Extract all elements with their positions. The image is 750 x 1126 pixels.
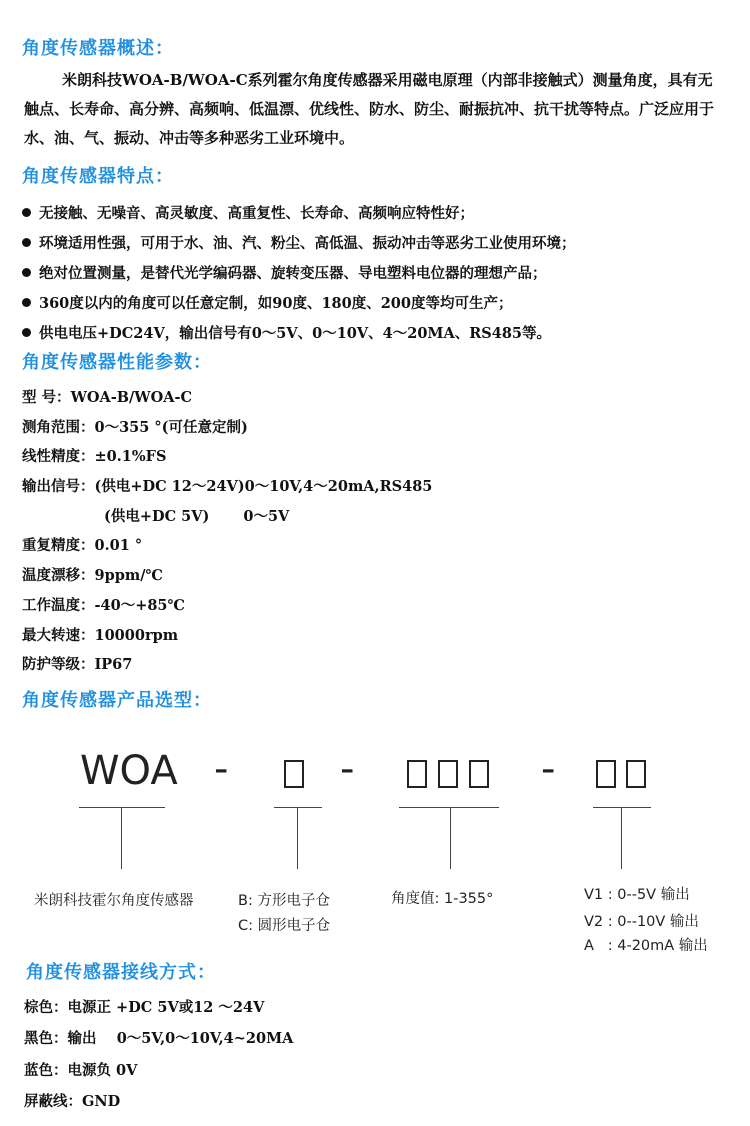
wire-black: 黑色：输出 0～5V,0～10V,4~20MA: [24, 1030, 294, 1048]
bullet-icon: [22, 268, 31, 277]
housing-option-c: C: 圆形电子仓: [238, 918, 331, 934]
bullet-icon: [22, 298, 31, 307]
wiring-heading: 角度传感器接线方式：: [26, 962, 216, 983]
bullet-icon: [22, 238, 31, 247]
spec-model: 型 号：WOA-B/WOA-C: [22, 389, 193, 406]
spec-output: 输出信号：(供电+DC 12～24V)0～10V,4～20mA,RS485: [22, 478, 433, 496]
spec-protection: 防护等级：IP67: [22, 656, 133, 674]
angle-code-box: [407, 760, 427, 788]
bullet-icon: [22, 208, 31, 217]
connector-line: [274, 807, 322, 808]
spec-temperature: 工作温度：-40～+85℃: [22, 596, 185, 614]
angle-code-box: [469, 760, 489, 788]
output-code-box: [626, 760, 646, 788]
angle-description: 角度值: 1-355°: [391, 891, 494, 907]
feature-item: 环境适用性强，可用于水、油、汽、粉尘、高低温、振动冲击等恶劣工业使用环境；: [22, 229, 576, 259]
output-option-v1: V1 : 0--5V 输出: [584, 887, 690, 903]
connector-line: [450, 807, 451, 869]
model-description: 米朗科技霍尔角度传感器: [34, 893, 194, 909]
model-code: WOA: [80, 748, 178, 794]
spec-repeatability: 重复精度：0.01 °: [22, 537, 143, 555]
feature-item: 绝对位置测量，是替代光学编码器、旋转变压器、导电塑料电位器的理想产品；: [22, 259, 576, 289]
wire-blue: 蓝色：电源负 0V: [24, 1061, 138, 1079]
specs-heading: 角度传感器性能参数：: [22, 352, 212, 373]
features-list: [22, 199, 576, 349]
spec-output-sub: (供电+DC 5V) 0～5V: [104, 507, 290, 525]
feature-item: 供电电压+DC24V，输出信号有0～5V、0～10V、4～20MA、RS485等。: [22, 319, 576, 349]
output-code-box: [596, 760, 616, 788]
spec-speed: 最大转速：10000rpm: [22, 626, 179, 644]
spec-range: 测角范围：0～355 °(可任意定制): [22, 418, 248, 436]
connector-line: [79, 807, 165, 808]
bullet-icon: [22, 328, 31, 337]
selection-heading: 角度传感器产品选型：: [22, 690, 212, 711]
overview-heading: 角度传感器概述：: [22, 38, 174, 59]
separator-dash: -: [214, 746, 229, 792]
output-option-a: A : 4-20mA 输出: [584, 938, 708, 954]
spec-drift: 温度漂移：9ppm/℃: [22, 567, 163, 585]
housing-option-b: B: 方形电子仓: [238, 893, 330, 909]
connector-line: [593, 807, 651, 808]
specs-list: [22, 383, 432, 680]
overview-paragraph: [24, 66, 724, 153]
feature-item: 无接触、无噪音、高灵敏度、高重复性、长寿命、高频响应特性好；: [22, 199, 576, 229]
output-option-v2: V2 : 0--10V 输出: [584, 914, 699, 930]
wire-brown: 棕色：电源正 +DC 5V或12 ～24V: [24, 999, 265, 1016]
connector-line: [621, 807, 622, 869]
wire-shield: 屏蔽线：GND: [24, 1092, 121, 1110]
spec-linearity: 线性精度：±0.1%FS: [22, 448, 167, 466]
overview-text: 米朗科技WOA-B/WOA-C系列霍尔角度传感器采用磁电原理（内部非接触式）测量角度，具有无触点、长寿命、高分辨、高频响、低温漂、优线性、防水、防尘、耐振抗冲、抗干扰等特点。广泛应用于水、油、气、振动、冲击等多种恶劣工业环境中。: [24, 71, 715, 147]
feature-item: 360度以内的角度可以任意定制，如90度、180度、200度等均可生产；: [22, 289, 576, 319]
wiring-list: [24, 992, 293, 1117]
separator-dash: -: [541, 746, 556, 792]
housing-code-box: [284, 760, 304, 788]
connector-line: [121, 807, 122, 869]
features-heading: 角度传感器特点：: [22, 166, 174, 187]
connector-line: [297, 807, 298, 869]
connector-line: [399, 807, 499, 808]
separator-dash: -: [340, 746, 355, 792]
angle-code-box: [438, 760, 458, 788]
